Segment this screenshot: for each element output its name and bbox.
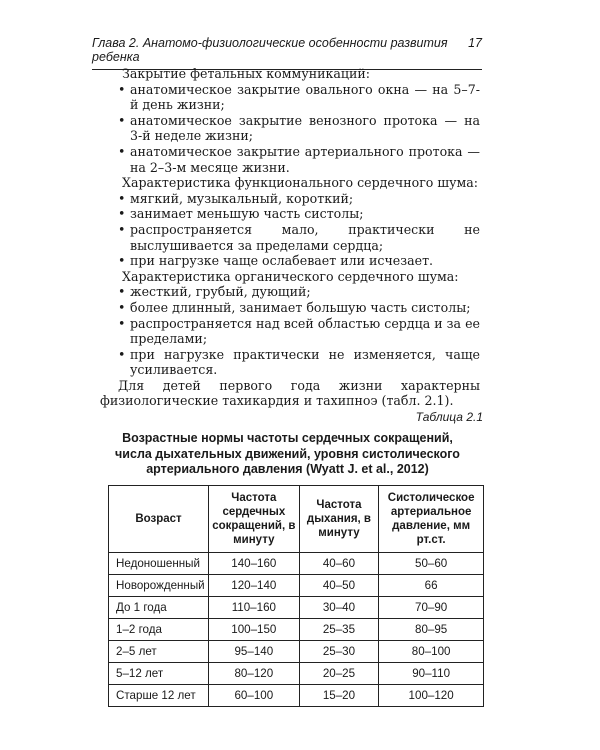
column-header-systolic-bp: Систолическое артериальное давление, мм рт.ст. bbox=[379, 486, 484, 553]
cell-age: 2–5 лет bbox=[109, 641, 209, 663]
cell-heart-rate: 80–120 bbox=[208, 663, 299, 685]
cell-heart-rate: 100–150 bbox=[208, 619, 299, 641]
cell-systolic-bp: 50–60 bbox=[379, 553, 484, 575]
cell-respiration: 20–25 bbox=[299, 663, 379, 685]
organic-murmur-list bbox=[118, 284, 480, 378]
cell-systolic-bp: 66 bbox=[379, 575, 484, 597]
list-item: • жесткий, грубый, дующий; bbox=[118, 284, 480, 300]
table-title-line: Возрастные нормы частоты сердечных сокращений, bbox=[122, 431, 453, 445]
section-heading-fetal: Закрытие фетальных коммуникаций: bbox=[122, 66, 371, 81]
closing-paragraph: Для детей первого года жизни характерны физиологические тахикардия и тахипноэ (табл. 2.1). bbox=[100, 377, 480, 409]
functional-murmur-list bbox=[118, 191, 480, 269]
table-title-line: артериального давления (Wyatt J. et al., 2012) bbox=[146, 462, 429, 476]
list-item: • занимает меньшую часть систолы; bbox=[118, 206, 480, 222]
section-heading-functional-murmur: Характеристика функционального сердечного шума: bbox=[122, 175, 479, 191]
cell-respiration: 25–30 bbox=[299, 641, 379, 663]
table-label: Таблица 2.1 bbox=[415, 410, 483, 424]
fetal-communications-list bbox=[118, 82, 480, 176]
list-item: • при нагрузке чаще ослабевает или исчезает. bbox=[118, 253, 480, 269]
column-header-respiration: Частота дыхания, в минуту bbox=[299, 486, 379, 553]
cell-age: 5–12 лет bbox=[109, 663, 209, 685]
cell-heart-rate: 140–160 bbox=[208, 553, 299, 575]
table-row bbox=[109, 619, 484, 641]
section-heading-organic-murmur: Характеристика органического сердечного шума: bbox=[122, 268, 459, 284]
table-row bbox=[109, 641, 484, 663]
running-header bbox=[92, 36, 482, 70]
cell-systolic-bp: 80–100 bbox=[379, 641, 484, 663]
column-header-heart-rate: Частота сердечных сокращений, в минуту bbox=[208, 486, 299, 553]
table-row bbox=[109, 685, 484, 707]
age-norms-table bbox=[108, 485, 484, 707]
column-header-age: Возраст bbox=[109, 486, 209, 553]
cell-systolic-bp: 80–95 bbox=[379, 619, 484, 641]
table-title bbox=[92, 431, 483, 478]
list-item: • мягкий, музыкальный, короткий; bbox=[118, 191, 480, 207]
cell-heart-rate: 60–100 bbox=[208, 685, 299, 707]
list-item: • распространяется над всей областью сердца и за ее пределами; bbox=[118, 316, 480, 347]
table-row bbox=[109, 597, 484, 619]
table-header-row bbox=[109, 486, 484, 553]
cell-age: Новорожденный bbox=[109, 575, 209, 597]
cell-heart-rate: 120–140 bbox=[208, 575, 299, 597]
list-item: • при нагрузке практически не изменяется, чаще усиливается. bbox=[118, 347, 480, 378]
chapter-title: Глава 2. Анатомо-физиологические особенности развития ребенка bbox=[92, 36, 448, 64]
list-item: • анатомическое закрытие артериального протока — на 2–3-м месяце жизни. bbox=[118, 144, 480, 175]
cell-heart-rate: 110–160 bbox=[208, 597, 299, 619]
cell-age: Недоношенный bbox=[109, 553, 209, 575]
cell-age: 1–2 года bbox=[109, 619, 209, 641]
cell-respiration: 30–40 bbox=[299, 597, 379, 619]
list-item: • распространяется мало, практически не выслушивается за пределами сердца; bbox=[118, 222, 480, 253]
cell-systolic-bp: 100–120 bbox=[379, 685, 484, 707]
cell-respiration: 15–20 bbox=[299, 685, 379, 707]
page-number: 17 bbox=[468, 36, 482, 50]
cell-age: Старше 12 лет bbox=[109, 685, 209, 707]
cell-age: До 1 года bbox=[109, 597, 209, 619]
cell-systolic-bp: 70–90 bbox=[379, 597, 484, 619]
cell-respiration: 40–50 bbox=[299, 575, 379, 597]
list-item: • анатомическое закрытие венозного протока — на 3-й неделе жизни; bbox=[118, 113, 480, 144]
list-item: • более длинный, занимает большую часть систолы; bbox=[118, 300, 480, 316]
body-text bbox=[100, 66, 480, 409]
cell-respiration: 25–35 bbox=[299, 619, 379, 641]
table-title-line: числа дыхательных движений, уровня систолического bbox=[115, 446, 460, 461]
table-row bbox=[109, 663, 484, 685]
table-row bbox=[109, 553, 484, 575]
cell-heart-rate: 95–140 bbox=[208, 641, 299, 663]
list-item: • анатомическое закрытие овального окна — на 5–7-й день жизни; bbox=[118, 82, 480, 113]
cell-systolic-bp: 90–110 bbox=[379, 663, 484, 685]
cell-respiration: 40–60 bbox=[299, 553, 379, 575]
table-row bbox=[109, 575, 484, 597]
